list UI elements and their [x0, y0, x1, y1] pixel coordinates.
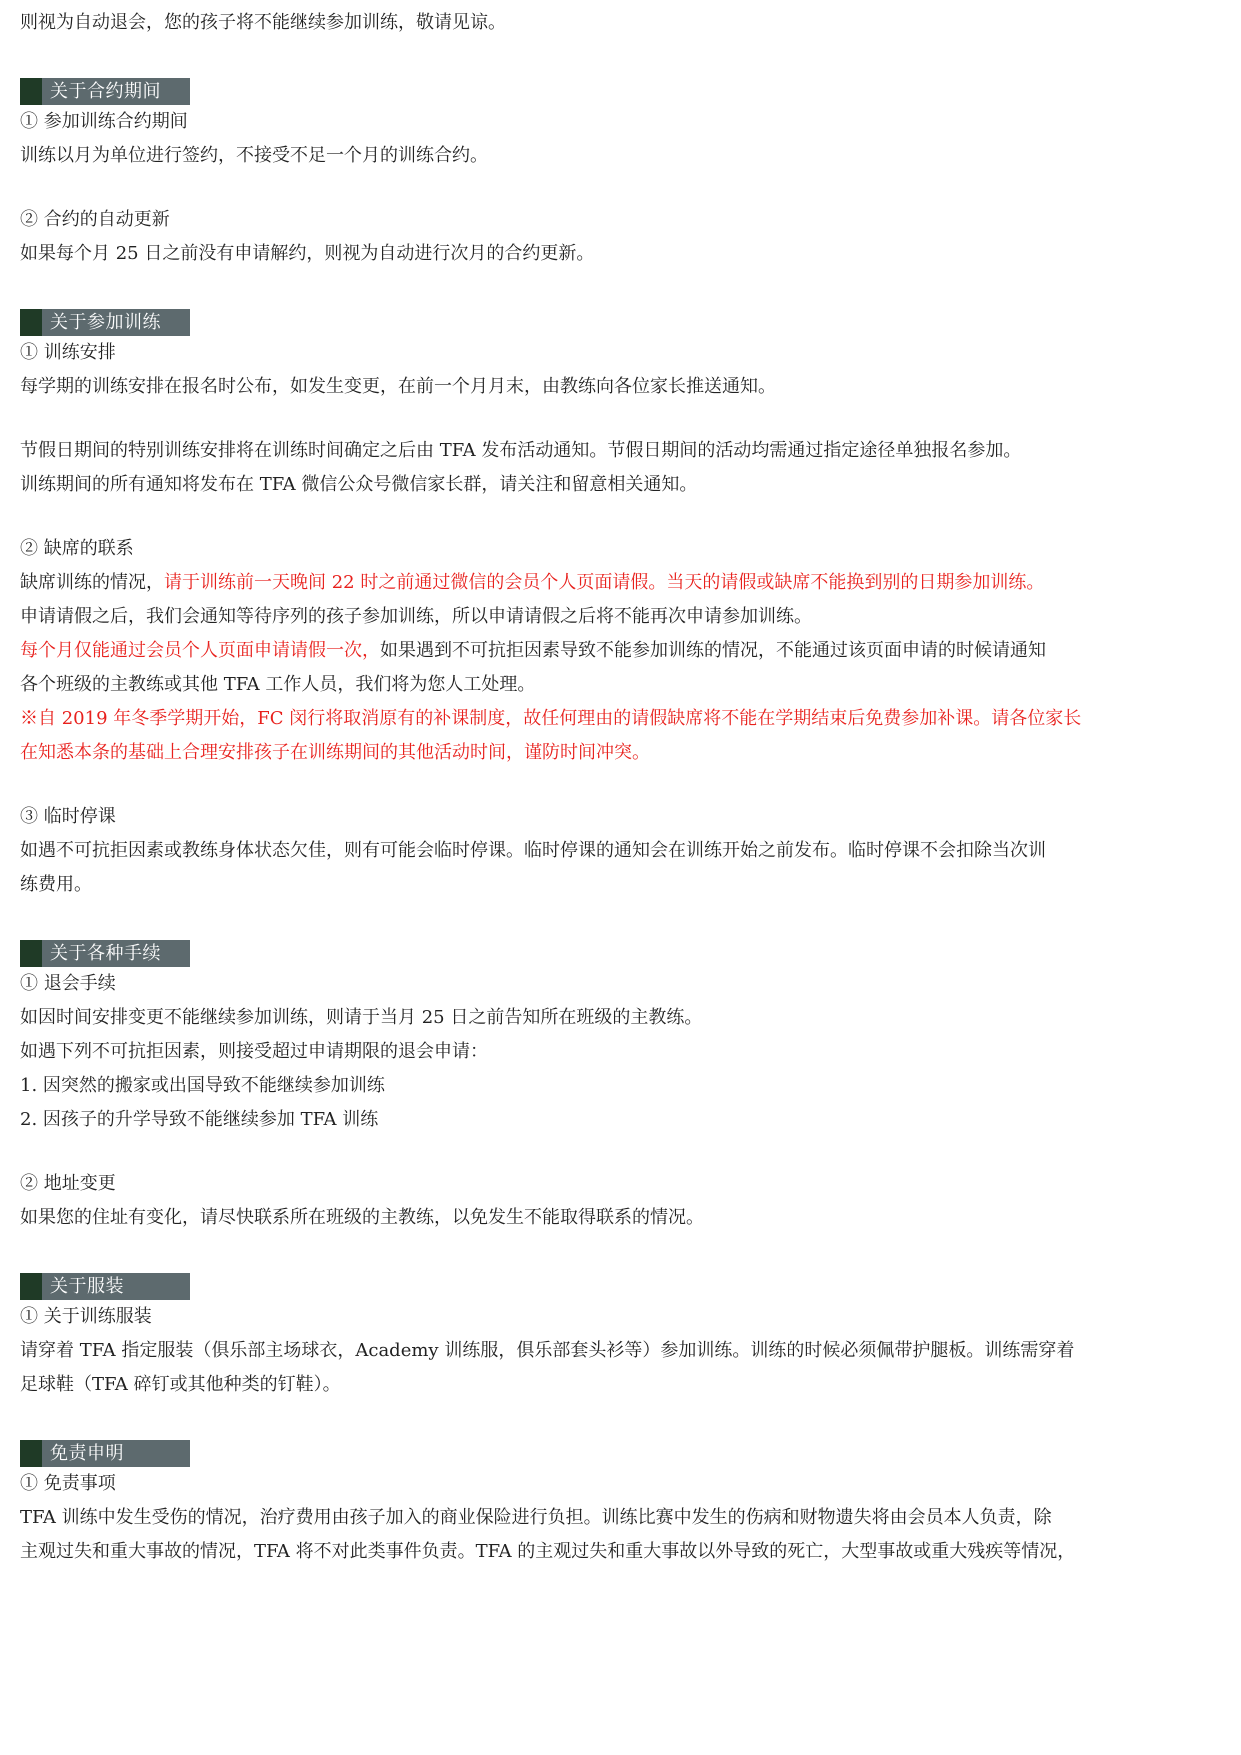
item-title: ① 退会手续: [20, 973, 116, 994]
highlight-text: 每个月仅能通过会员个人页面申请请假一次，: [20, 640, 380, 661]
header-marker: [20, 1440, 42, 1467]
paragraph: 主观过失和重大事故的情况，TFA 将不对此类事件负责。TFA 的主观过失和重大事故以外导致的死亡，大型事故或重大残疾等情况，: [20, 1541, 1076, 1562]
item-title: ③ 临时停课: [20, 806, 116, 827]
section-header-disclaimer: [20, 1440, 190, 1467]
paragraph: 训练期间的所有通知将发布在 TFA 微信公众号微信家长群，请关注和留意相关通知。: [20, 474, 698, 495]
section-header-clothing: [20, 1273, 190, 1300]
paragraph: [20, 566, 1220, 600]
header-marker: [20, 309, 42, 336]
paragraph: 如遇下列不可抗拒因素，则接受超过申请期限的退会申请：: [20, 1041, 488, 1062]
paragraph: 练费用。: [20, 874, 92, 895]
intro-line: 则视为自动退会，您的孩子将不能继续参加训练，敬请见谅。: [20, 12, 506, 33]
paragraph: 足球鞋（TFA 碎钉或其他种类的钉鞋）。: [20, 1374, 341, 1395]
paragraph: [20, 634, 1220, 668]
section-title: 免责申明: [50, 1443, 124, 1464]
paragraph: 每学期的训练安排在报名时公布，如发生变更，在前一个月月末，由教练向各位家长推送通知。: [20, 376, 776, 397]
section-title: 关于合约期间: [50, 81, 161, 102]
section-title: 关于服装: [50, 1276, 124, 1297]
paragraph: 各个班级的主教练或其他 TFA 工作人员，我们将为您人工处理。: [20, 674, 536, 695]
paragraph-text: 缺席训练的情况，: [20, 572, 164, 593]
paragraph: TFA 训练中发生受伤的情况，治疗费用由孩子加入的商业保险进行负担。训练比赛中发生的伤病和财物遗失将由会员本人负责，除: [20, 1507, 1052, 1528]
item-title: ① 参加训练合约期间: [20, 111, 188, 132]
paragraph: 如遇不可抗拒因素或教练身体状态欠佳，则有可能会临时停课。临时停课的通知会在训练开始之前发布。临时停课不会扣除当次训: [20, 840, 1046, 861]
item-title: ② 缺席的联系: [20, 538, 134, 559]
item-title: ② 合约的自动更新: [20, 209, 170, 230]
paragraph: 节假日期间的特别训练安排将在训练时间确定之后由 TFA 发布活动通知。节假日期间的活动均需通过指定途径单独报名参加。: [20, 440, 1022, 461]
item-title: ① 训练安排: [20, 342, 116, 363]
section-header-training: [20, 309, 190, 336]
paragraph: 如因时间安排变更不能继续参加训练，则请于当月 25 日之前告知所在班级的主教练。: [20, 1007, 703, 1028]
item-title: ① 关于训练服装: [20, 1306, 152, 1327]
list-item: 2. 因孩子的升学导致不能继续参加 TFA 训练: [20, 1109, 379, 1130]
header-marker: [20, 78, 42, 105]
paragraph-text: 如果遇到不可抗拒因素导致不能参加训练的情况，不能通过该页面申请的时候请通知: [380, 640, 1046, 661]
section-header-contract: [20, 78, 190, 105]
paragraph: 如果您的住址有变化，请尽快联系所在班级的主教练，以免发生不能取得联系的情况。: [20, 1207, 704, 1228]
item-title: ① 免责事项: [20, 1473, 116, 1494]
highlight-text: 请于训练前一天晚间 22 时之前通过微信的会员个人页面请假。当天的请假或缺席不能换到别的日期参加训练。: [164, 572, 1045, 593]
highlight-paragraph: ※自 2019 年冬季学期开始，FC 闵行将取消原有的补课制度，故任何理由的请假缺席将不能在学期结束后免费参加补课。请各位家长: [20, 708, 1082, 729]
header-marker: [20, 1273, 42, 1300]
paragraph: 申请请假之后，我们会通知等待序列的孩子参加训练，所以申请请假之后将不能再次申请参加训练。: [20, 606, 812, 627]
paragraph: 请穿着 TFA 指定服装（俱乐部主场球衣，Academy 训练服，俱乐部套头衫等）参加训练。训练的时候必须佩带护腿板。训练需穿着: [20, 1340, 1075, 1361]
item-title: ② 地址变更: [20, 1173, 116, 1194]
paragraph: 如果每个月 25 日之前没有申请解约，则视为自动进行次月的合约更新。: [20, 243, 595, 264]
section-title: 关于各种手续: [50, 943, 161, 964]
list-item: 1. 因突然的搬家或出国导致不能继续参加训练: [20, 1075, 385, 1096]
highlight-paragraph: 在知悉本条的基础上合理安排孩子在训练期间的其他活动时间，谨防时间冲突。: [20, 742, 650, 763]
paragraph: 训练以月为单位进行签约，不接受不足一个月的训练合约。: [20, 145, 488, 166]
section-title: 关于参加训练: [50, 312, 161, 333]
document-page: [20, 6, 1220, 1569]
section-header-procedures: [20, 940, 190, 967]
header-marker: [20, 940, 42, 967]
